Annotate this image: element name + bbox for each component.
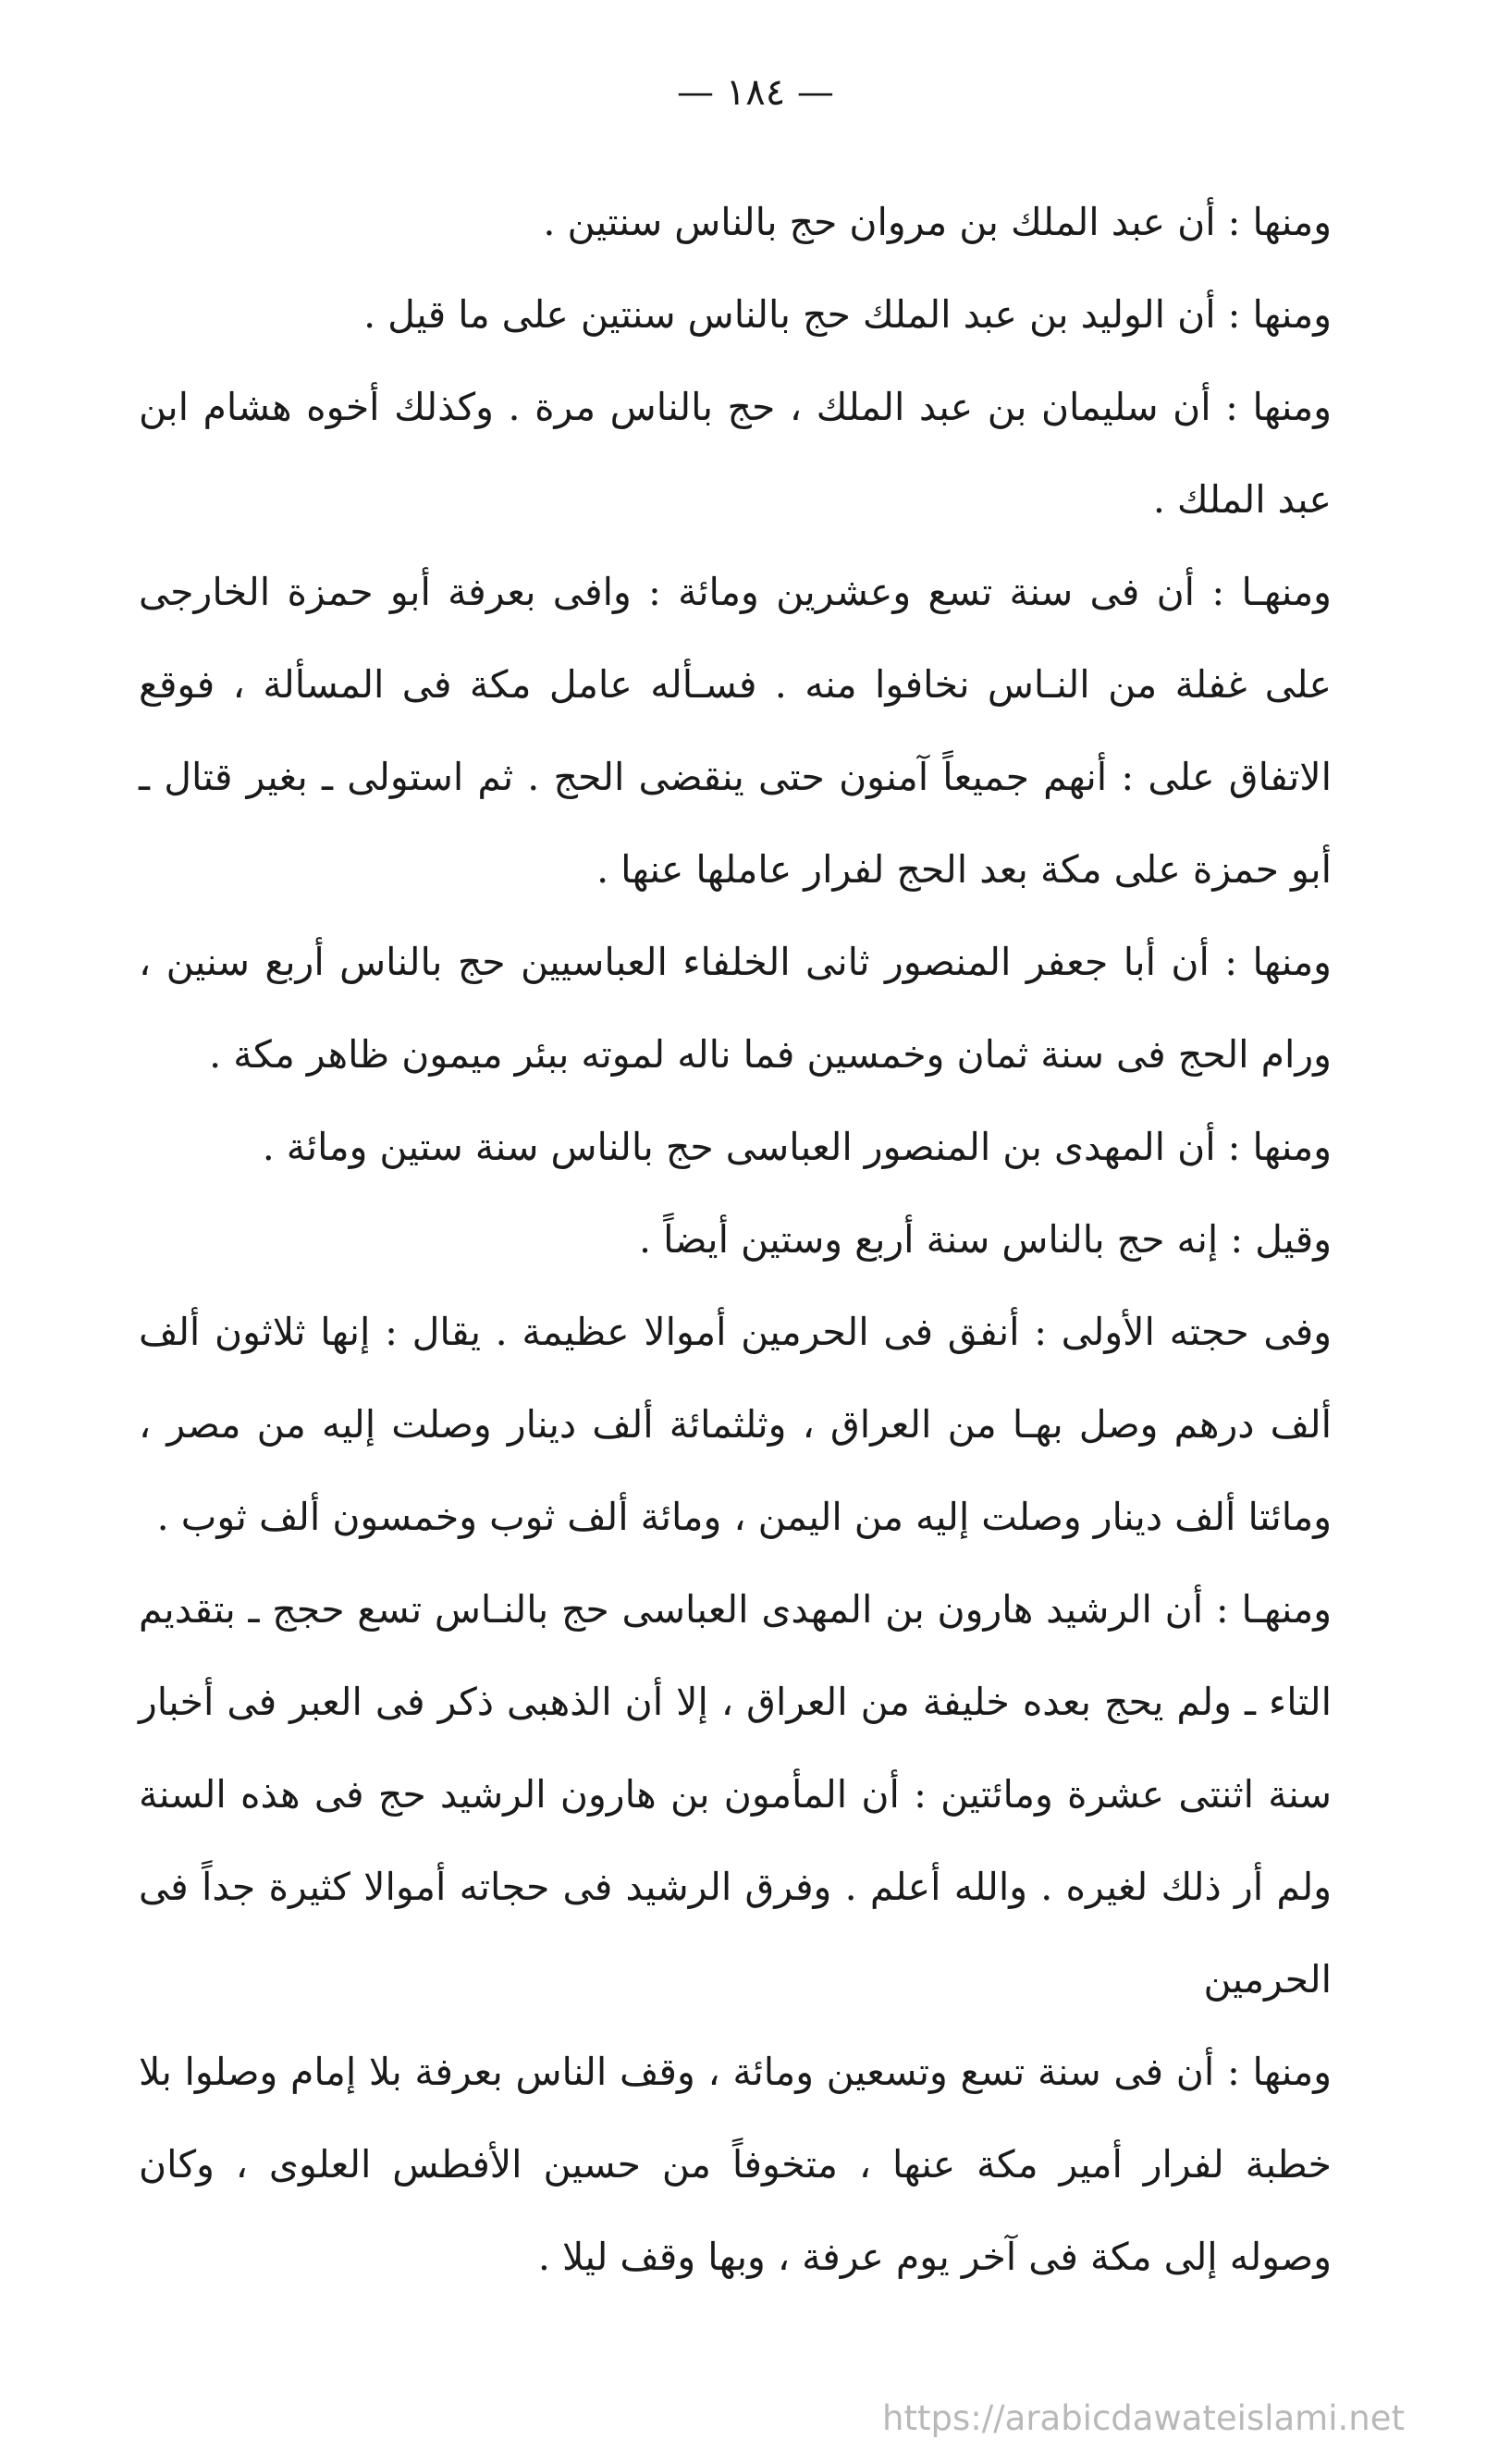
paragraph-1: ومنها : أن عبد الملك بن مروان حج بالناس سنتين . bbox=[543, 200, 1332, 244]
paragraph-3: ومنها : أن سليمان بن عبد الملك ، حج بالناس مرة . وكذلك أخوه هشام ابن عبد الملك . bbox=[139, 385, 1332, 522]
paragraph-5: ومنها : أن أبا جعفر المنصور ثانى الخلفاء العباسيين حج بالناس أربع سنين ، ورام الحج فى سنة ثمان وخمسين فما ناله لموته ببئر ميمون ظاهر مكة . bbox=[139, 940, 1332, 1077]
paragraph-9: ومنهـا : أن الرشيد هارون بن المهدى العباسى حج بالنـاس تسع حجج ـ بتقديم التاء ـ ولم يحج بعده خليفة من العراق ، إلا أن الذهبى ذكر فى العبر فى أخبار سنة اثنتى عشرة ومائتين : أن المأمون بن هارون الرشيد حج فى هذه السنة ولم أر ذلك لغيره . والله أعلم . وفرق الرشيد فى حجاته أموالا كثيرة جداً فى الحرمين bbox=[139, 1587, 1332, 2002]
body-text bbox=[139, 176, 1332, 2303]
watermark-url: https://arabicdawateislami.net bbox=[882, 2398, 1405, 2438]
paragraph-10: ومنها : أن فى سنة تسع وتسعين ومائة ، وقف الناس بعرفة بلا إمام وصلوا بلا خطبة لفرار أمير مكة عنها ، متخوفاً من حسين الأفطس العلوى ، وكان وصوله إلى مكة فى آخر يوم عرفة ، وبها وقف ليلا . bbox=[139, 2050, 1332, 2279]
paragraph-8: وفى حجته الأولى : أنفق فى الحرمين أموالا عظيمة . يقال : إنها ثلاثون ألف ألف درهم وصل بهـا من العراق ، وثلثمائة ألف دينار وصلت إليه من مصر ، ومائتا ألف دينار وصلت إليه من اليمن ، ومائة ألف ثوب وخمسون ألف ثوب . bbox=[139, 1310, 1332, 1539]
paragraph-7: وقيل : إنه حج بالناس سنة أربع وستين أيضاً . bbox=[639, 1217, 1332, 1262]
paragraph-6: ومنها : أن المهدى بن المنصور العباسى حج بالناس سنة ستين ومائة . bbox=[262, 1125, 1332, 1169]
page-number: — ١٨٤ — bbox=[677, 71, 834, 114]
paragraph-2: ومنها : أن الوليد بن عبد الملك حج بالناس سنتين على ما قيل . bbox=[363, 292, 1332, 337]
paragraph-4: ومنهـا : أن فى سنة تسع وعشرين ومائة : وافى بعرفة أبو حمزة الخارجى على غفلة من النـاس نخافوا منه . فسـأله عامل مكة فى المسألة ، فوقع الاتفاق على : أنهم جميعاً آمنون حتى ينقضى الحج . ثم استولى ـ بغير قتال ـ أبو حمزة على مكة بعد الحج لفرار عاملها عنها . bbox=[139, 570, 1332, 892]
